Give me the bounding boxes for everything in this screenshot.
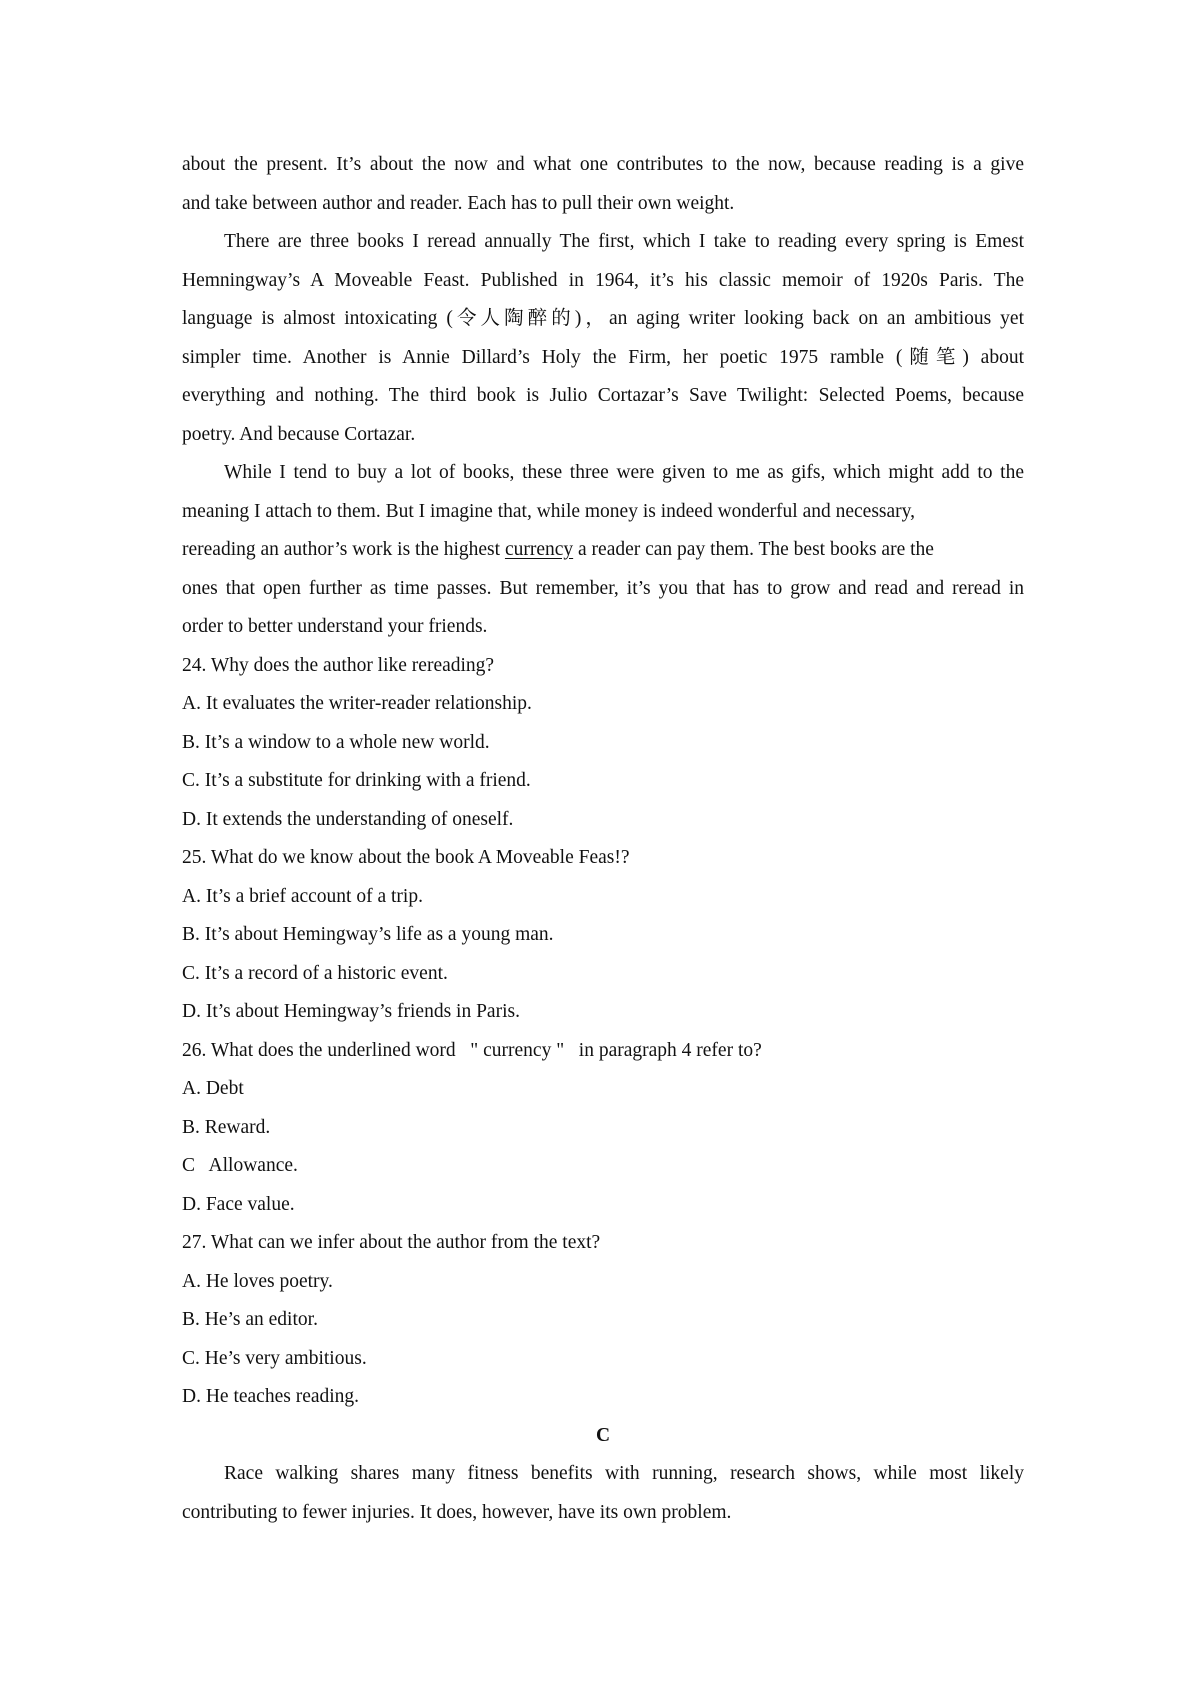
question-stem: 26. What does the underlined word " currency " in paragraph 4 refer to? [182,1039,762,1061]
answer-option: A. It evaluates the writer-reader relationship. [182,693,532,714]
answer-option: B. It’s a window to a whole new world. [182,731,490,753]
text-line: contributing to fewer injuries. It does, however, have its own problem. [182,1501,732,1523]
question-stem: 25. What do we know about the book A Moveable Feas!? [182,847,630,868]
text-fragment: a reader can pay them. The best books are the [573,539,934,560]
answer-option: C. It’s a record of a historic event. [182,962,448,984]
answer-option: D. It’s about Hemingway’s friends in Paris. [182,1001,520,1022]
answer-option: B. It’s about Hemingway’s life as a young man. [182,924,554,945]
text-line: and take between author and reader. Each has to pull their own weight. [182,192,735,214]
answer-option: C. He’s very ambitious. [182,1347,367,1369]
answer-option: D. Face value. [182,1193,295,1215]
answer-option: A. It’s a brief account of a trip. [182,885,423,907]
text-line: order to better understand your friends. [182,616,488,637]
answer-option: C. It’s a substitute for drinking with a friend. [182,770,531,791]
text-line-with-underline [182,531,1024,570]
question-26 [182,1032,1024,1225]
answer-option: A. Debt [182,1078,244,1099]
text-line: everything and nothing. The third book is Julio Cortazar’s Save Twilight: Selected Poems, because [182,385,1024,406]
answer-option: B. Reward. [182,1116,271,1138]
text-line: meaning I attach to them. But I imagine that, while money is indeed wonderful and necessary, [182,500,916,522]
answer-option: A. He loves poetry. [182,1270,333,1292]
underlined-word: currency [504,539,574,560]
paragraph-3 [182,454,1024,647]
text-fragment: rereading an author’s work is the highest [182,539,505,560]
text-line: There are three books I reread annually The first, which I take to reading every spring is Emest [224,231,1024,252]
answer-option: D. It extends the understanding of oneself. [182,808,514,830]
text-line: ones that open further as time passes. But remember, it’s you that has to grow and read and reread in [182,577,1024,599]
paragraph-1 [182,146,1024,223]
document-page [182,146,1024,1532]
text-line: language is almost intoxicating (令人陶醉的)，an aging writer looking back on an ambitious yet [182,308,1024,329]
answer-option: D. He teaches reading. [182,1386,360,1407]
section-c [182,1417,1024,1533]
answer-option: C Allowance. [182,1155,298,1176]
question-24 [182,647,1024,840]
text-line: poetry. And because Cortazar. [182,423,416,445]
paragraph-2 [182,223,1024,454]
question-25 [182,839,1024,1032]
text-line: Race walking shares many fitness benefits with running, research shows, while most likely [224,1463,1024,1484]
question-27 [182,1224,1024,1417]
text-line: While I tend to buy a lot of books, these three were given to me as gifs, which might add to the [224,462,1024,483]
question-stem: 24. Why does the author like rereading? [182,654,495,676]
answer-option: B. He’s an editor. [182,1309,318,1330]
text-line: Hemningway’s A Moveable Feast. Published in 1964, it’s his classic memoir of 1920s Paris. The [182,269,1024,291]
text-line: about the present. It’s about the now and what one contributes to the now, because reading is a give [182,154,1024,175]
question-stem: 27. What can we infer about the author from the text? [182,1232,601,1253]
text-line: simpler time. Another is Annie Dillard’s Holy the Firm, her poetic 1975 ramble (随笔) about [182,346,1024,368]
section-heading: C [595,1424,611,1446]
